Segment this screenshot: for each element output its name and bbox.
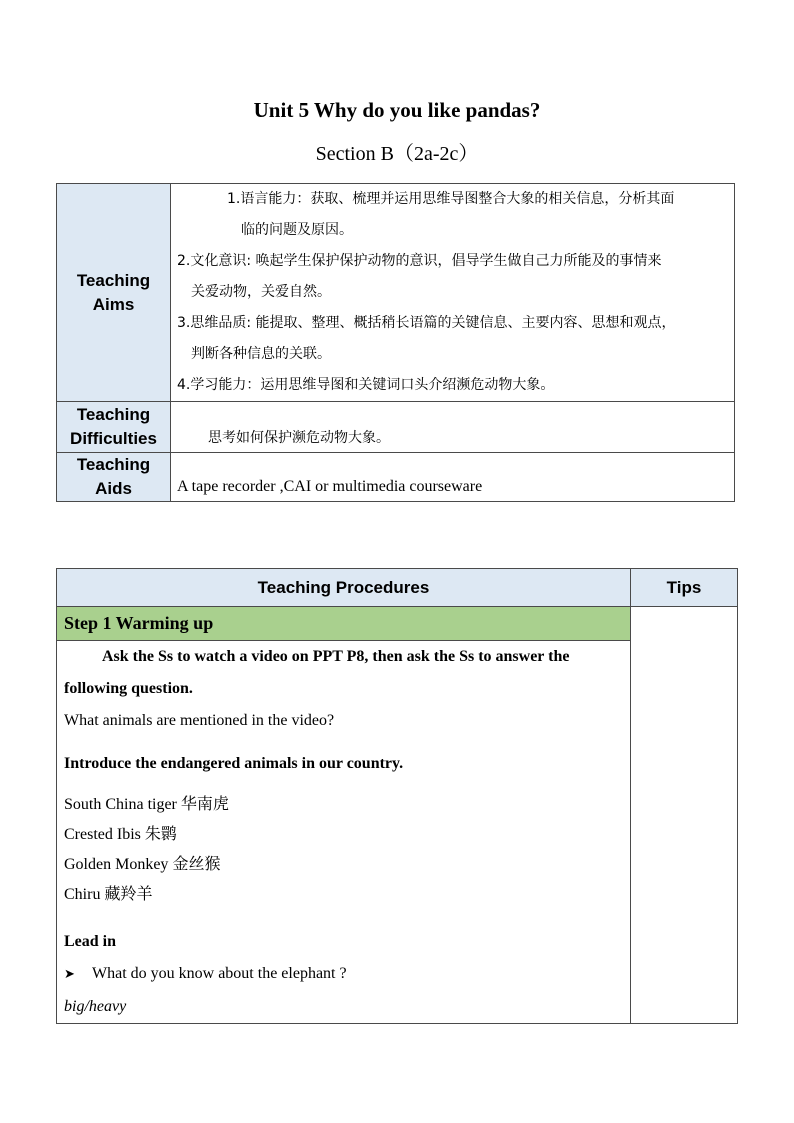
- aim-2-line-2: 关爱动物，关爱自然。: [191, 284, 331, 300]
- list-item: Golden Monkey 金丝猴: [64, 854, 221, 873]
- answer-text: big/heavy: [64, 998, 127, 1015]
- question-text: What animals are mentioned in the video?: [64, 712, 335, 729]
- arrow-bullet-icon: ➤: [64, 967, 75, 982]
- aim-3-line-2: 判断各种信息的关联。: [191, 346, 331, 362]
- difficulties-text: 思考如何保护濒危动物大象。: [208, 430, 390, 446]
- aims-cell: [171, 184, 735, 402]
- bullet-item: ➤ What do you know about the elephant ?: [64, 958, 624, 991]
- table-row: [57, 453, 735, 502]
- tips-cell: [631, 607, 738, 1024]
- aids-text: A tape recorder ,CAI or multimedia courseware: [177, 478, 483, 495]
- table-row: [57, 402, 735, 453]
- animal-list: [64, 789, 624, 909]
- difficulties-cell: [171, 402, 735, 453]
- step-title: Step 1 Warming up: [57, 607, 631, 641]
- aids-cell: [171, 453, 735, 502]
- table-header-row: [57, 569, 738, 607]
- instruction-text: Ask the Ss to watch a video on PPT P8, then ask the Ss to answer the following question.: [64, 648, 570, 697]
- intro-text: Introduce the endangered animals in our country.: [64, 755, 404, 772]
- teaching-info-table: [56, 183, 735, 502]
- document-title: Unit 5 Why do you like pandas?: [253, 98, 541, 122]
- aids-label: Teaching Aids: [57, 453, 171, 502]
- table-row: [57, 607, 738, 641]
- tips-header: Tips: [631, 569, 738, 607]
- difficulties-label: Teaching Difficulties: [57, 402, 171, 453]
- procedures-header: Teaching Procedures: [57, 569, 631, 607]
- aim-1-line-2: 临的问题及原因。: [241, 222, 353, 238]
- document-subtitle: Section B（2a-2c）: [315, 143, 479, 165]
- list-item: South China tiger 华南虎: [64, 794, 229, 813]
- aim-4-line-1: 4.学习能力：运用思维导图和关键词口头介绍濒危动物大象。: [177, 377, 555, 393]
- aim-3-line-1: 3.思维品质: 能提取、整理、概括稍长语篇的关键信息、主要内容、思想和观点，: [177, 315, 676, 331]
- aim-2-line-1: 2.文化意识: 唤起学生保护保护动物的意识，倡导学生做自己力所能及的事情来: [177, 253, 662, 269]
- step-body: [57, 641, 631, 1024]
- lead-in-heading: Lead in: [64, 933, 117, 950]
- list-item: Crested Ibis 朱鹮: [64, 824, 177, 843]
- list-item: Chiru 藏羚羊: [64, 884, 153, 903]
- aims-label: Teaching Aims: [57, 184, 171, 402]
- aim-1-line-1: 1.语言能力：获取、梳理并运用思维导图整合大象的相关信息，分析其面: [227, 191, 675, 207]
- procedures-table: [56, 568, 738, 1024]
- table-row: [57, 184, 735, 402]
